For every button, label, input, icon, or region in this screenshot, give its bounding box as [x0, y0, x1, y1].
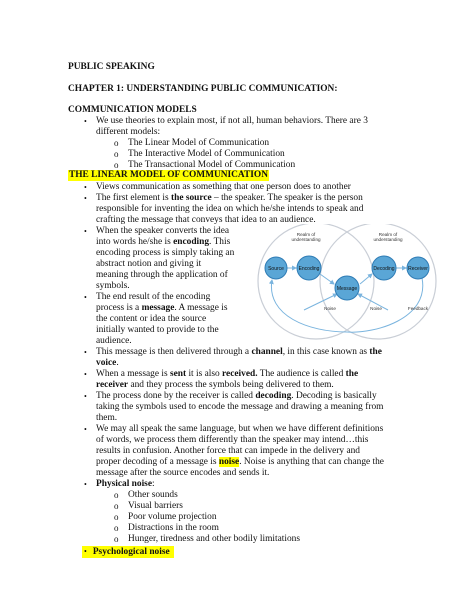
- message-paragraph-line: process is a message. A message is: [96, 303, 228, 313]
- bullet: •: [84, 392, 87, 401]
- bullet: •: [84, 348, 87, 357]
- sub-bullet: o: [114, 149, 119, 159]
- source-node: [265, 257, 287, 279]
- physical-noise-item: Other sounds: [128, 490, 178, 500]
- sub-bullet: o: [114, 512, 119, 522]
- page-heading: PUBLIC SPEAKING: [68, 62, 155, 72]
- sub-bullet: o: [114, 501, 119, 511]
- decoding-paragraph-line: taking the symbols used to encode the message and drawing a meaning from: [96, 402, 384, 412]
- noise-paragraph-line: of words, we process them differently than the speaker may intend…this: [96, 435, 369, 445]
- noise-paragraph-line: message after the source encodes and sends it.: [96, 468, 270, 478]
- decoding-node: [372, 256, 396, 280]
- svg-text:Source: Source: [268, 266, 284, 272]
- noise-paragraph-line: proper decoding of a message is noise. Noise is anything that can change the: [96, 457, 384, 467]
- encoding-paragraph-line: When the speaker converts the idea: [96, 226, 230, 236]
- realm-label-right: Realm of: [378, 232, 398, 237]
- chapter-heading: CHAPTER 1: UNDERSTANDING PUBLIC COMMUNICATION:: [68, 84, 338, 94]
- decoding-paragraph-line: The process done by the receiver is called decoding. Decoding is basically: [96, 391, 377, 401]
- message-paragraph-line: initially wanted to provide to the: [96, 325, 219, 335]
- svg-text:Receiver: Receiver: [408, 266, 428, 272]
- source-paragraph-line: The first element is the source – the speaker. The speaker is the person: [96, 193, 363, 203]
- realm-label-left: understanding: [291, 237, 321, 242]
- psychological-noise-label: • Psychological noise: [82, 546, 174, 558]
- received-paragraph-line: When a message is sent it is also received. The audience is called the: [96, 369, 359, 379]
- sub-bullet: o: [114, 490, 119, 500]
- noise-paragraph-line: results in confusion. Another force that can impede in the delivery and: [96, 446, 360, 456]
- bullet: •: [84, 425, 87, 434]
- message-paragraph-line: the content or idea the source: [96, 314, 207, 324]
- bullet: •: [84, 183, 87, 192]
- sub-bullet: o: [114, 534, 119, 544]
- message-paragraph-line: audience.: [96, 336, 132, 346]
- receiver-node: [407, 257, 429, 279]
- svg-text:Encoding: Encoding: [298, 266, 320, 272]
- bullet: •: [84, 370, 87, 379]
- svg-text:Message: Message: [336, 286, 358, 292]
- physical-noise-item: Hunger, tiredness and other bodily limitations: [128, 534, 300, 544]
- bullet: •: [84, 227, 87, 236]
- encoding-node: [297, 256, 321, 280]
- models-intro-line: different models:: [96, 127, 161, 137]
- encoding-paragraph-line: symbols.: [96, 281, 130, 291]
- section-heading: COMMUNICATION MODELS: [68, 105, 197, 115]
- message-node: [335, 276, 359, 300]
- views-text: Views communication as something that one person does to another: [96, 182, 351, 192]
- sub-bullet: o: [114, 160, 119, 170]
- models-intro-line: We use theories to explain most, if not all, human behaviors. There are 3: [96, 116, 368, 126]
- physical-noise-item: Visual barriers: [128, 501, 183, 511]
- physical-noise-item: Poor volume projection: [128, 512, 217, 522]
- svg-text:Decoding: Decoding: [373, 266, 395, 272]
- sub-bullet: o: [114, 523, 119, 533]
- channel-paragraph-line: This message is then delivered through a channel, in this case known as the: [96, 347, 382, 357]
- message-paragraph-line: The end result of the encoding: [96, 292, 211, 302]
- channel-paragraph-line: voice.: [96, 358, 119, 368]
- encoding-paragraph-line: encoding process is simply taking an: [96, 248, 235, 258]
- bullet: •: [84, 293, 87, 302]
- received-paragraph-line: receiver and they process the symbols being delivered to them.: [96, 380, 334, 390]
- physical-noise-item: Distractions in the room: [128, 523, 219, 533]
- sub-bullet: o: [114, 138, 119, 148]
- noise-label-right: Noise: [370, 306, 382, 311]
- bullet: •: [84, 480, 87, 489]
- linear-model-heading: THE LINEAR MODEL OF COMMUNICATION: [69, 170, 268, 180]
- feedback-label: Feedback: [407, 306, 429, 311]
- model-item: The Interactive Model of Communication: [128, 149, 285, 159]
- encoding-paragraph-line: abstract notion and giving it: [96, 259, 202, 269]
- physical-noise-label: Physical noise:: [96, 479, 155, 489]
- realm-label-left: Realm of: [296, 232, 316, 237]
- source-paragraph-line: crafting the message that conveys that idea to an audience.: [96, 215, 316, 225]
- bullet: •: [84, 194, 87, 203]
- encoding-paragraph-line: into words he/she is encoding. This: [96, 237, 231, 247]
- decoding-paragraph-line: them.: [96, 413, 118, 423]
- model-item: The Transactional Model of Communication: [128, 160, 296, 170]
- bullet: •: [84, 117, 87, 126]
- encoding-paragraph-line: meaning through the application of: [96, 270, 228, 280]
- noise-label-left: Noise: [324, 306, 336, 311]
- model-item: The Linear Model of Communication: [128, 138, 270, 148]
- noise-paragraph-line: We may all speak the same language, but when we have different definitions: [96, 424, 384, 434]
- communication-model-diagram: [254, 224, 440, 354]
- realm-label-right: understanding: [373, 237, 403, 242]
- source-paragraph-line: responsible for inventing the idea on which he/she intends to speak and: [96, 204, 364, 214]
